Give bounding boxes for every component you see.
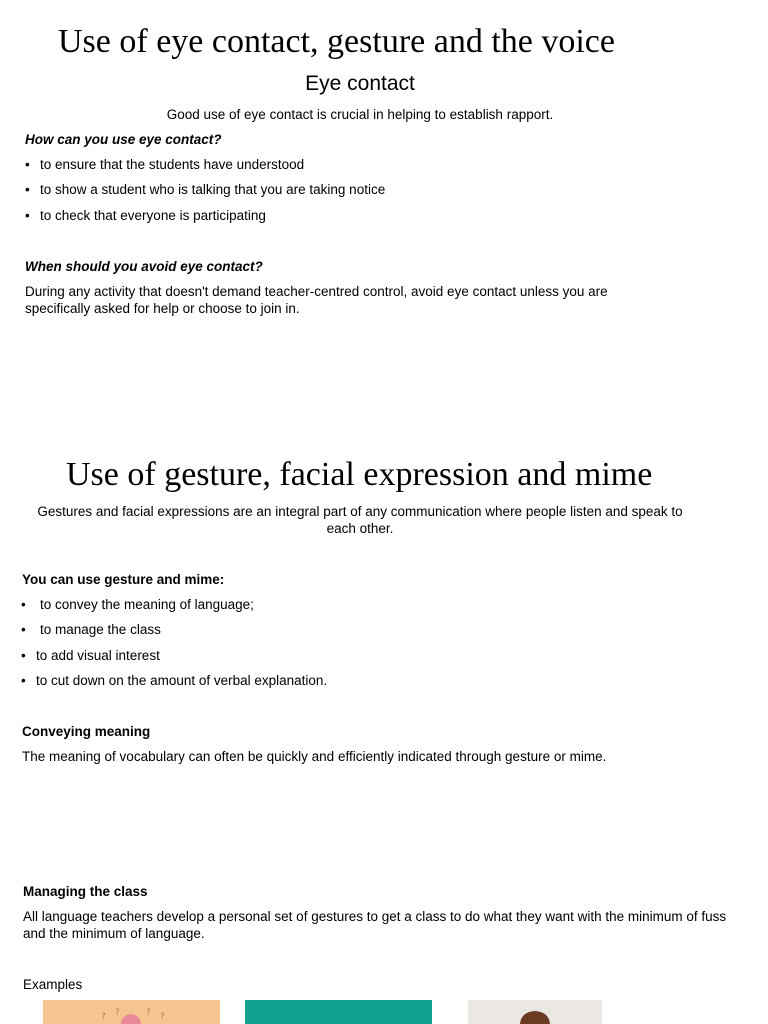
svg-text:?: ? — [160, 1012, 165, 1022]
list-item: • to cut down on the amount of verbal explanation. — [21, 672, 328, 688]
bullet-icon: • — [25, 207, 30, 223]
section1-bullet-list — [25, 156, 705, 232]
section2-heading-conveying: Conveying meaning — [22, 724, 151, 739]
person-portrait-icon — [468, 1000, 602, 1024]
section1-subtitle: Eye contact — [305, 72, 415, 95]
bullet-icon: • — [21, 597, 26, 612]
bullet-icon: • — [21, 647, 26, 663]
examples-label: Examples — [23, 977, 83, 992]
bullet-icon: • — [25, 182, 30, 198]
list-item: • to show a student who is talking that you are taking notice — [25, 182, 386, 198]
section1-question-avoid: When should you avoid eye contact? — [25, 259, 263, 274]
svg-text:?: ? — [146, 1008, 151, 1018]
section2-bullet-list — [21, 596, 701, 697]
section2-title: Use of gesture, facial expression and mime — [66, 456, 653, 493]
section1-intro: Good use of eye contact is crucial in helping to establish rapport. — [166, 107, 554, 122]
confused-person-icon — [43, 1000, 220, 1024]
list-item: • to add visual interest — [21, 647, 160, 663]
section1-answer-avoid: During any activity that doesn't demand teacher-centred control, avoid eye contact unless you are specifically asked for help or choose to join in. — [25, 284, 608, 316]
list-item: • to check that everyone is participating — [25, 207, 266, 223]
list-item: • to convey the meaning of language; — [21, 597, 254, 612]
section2-heading-gesture: You can use gesture and mime: — [22, 572, 225, 587]
section2-para-conveying: The meaning of vocabulary can often be quickly and efficiently indicated through gesture or mime. — [22, 749, 607, 764]
section2-heading-managing: Managing the class — [23, 884, 148, 899]
bullet-icon: • — [25, 157, 30, 172]
section2-para-managing: All language teachers develop a personal set of gestures to get a class to do what they want with the minimum of fuss and the minimum of language. — [23, 909, 727, 941]
list-item: • to manage the class — [21, 622, 161, 638]
bullet-icon: • — [21, 622, 26, 638]
section2-intro: Gestures and facial expressions are an integral part of any communication where people listen and speak to each other. — [37, 504, 683, 536]
bullet-icon: • — [21, 672, 26, 688]
svg-text:?: ? — [101, 1012, 106, 1022]
svg-text:?: ? — [115, 1008, 120, 1018]
teal-panel-icon — [245, 1000, 432, 1024]
list-item: • to ensure that the students have understood — [25, 157, 305, 172]
section1-title: Use of eye contact, gesture and the voice — [58, 23, 615, 60]
section1-question-use: How can you use eye contact? — [25, 132, 222, 147]
